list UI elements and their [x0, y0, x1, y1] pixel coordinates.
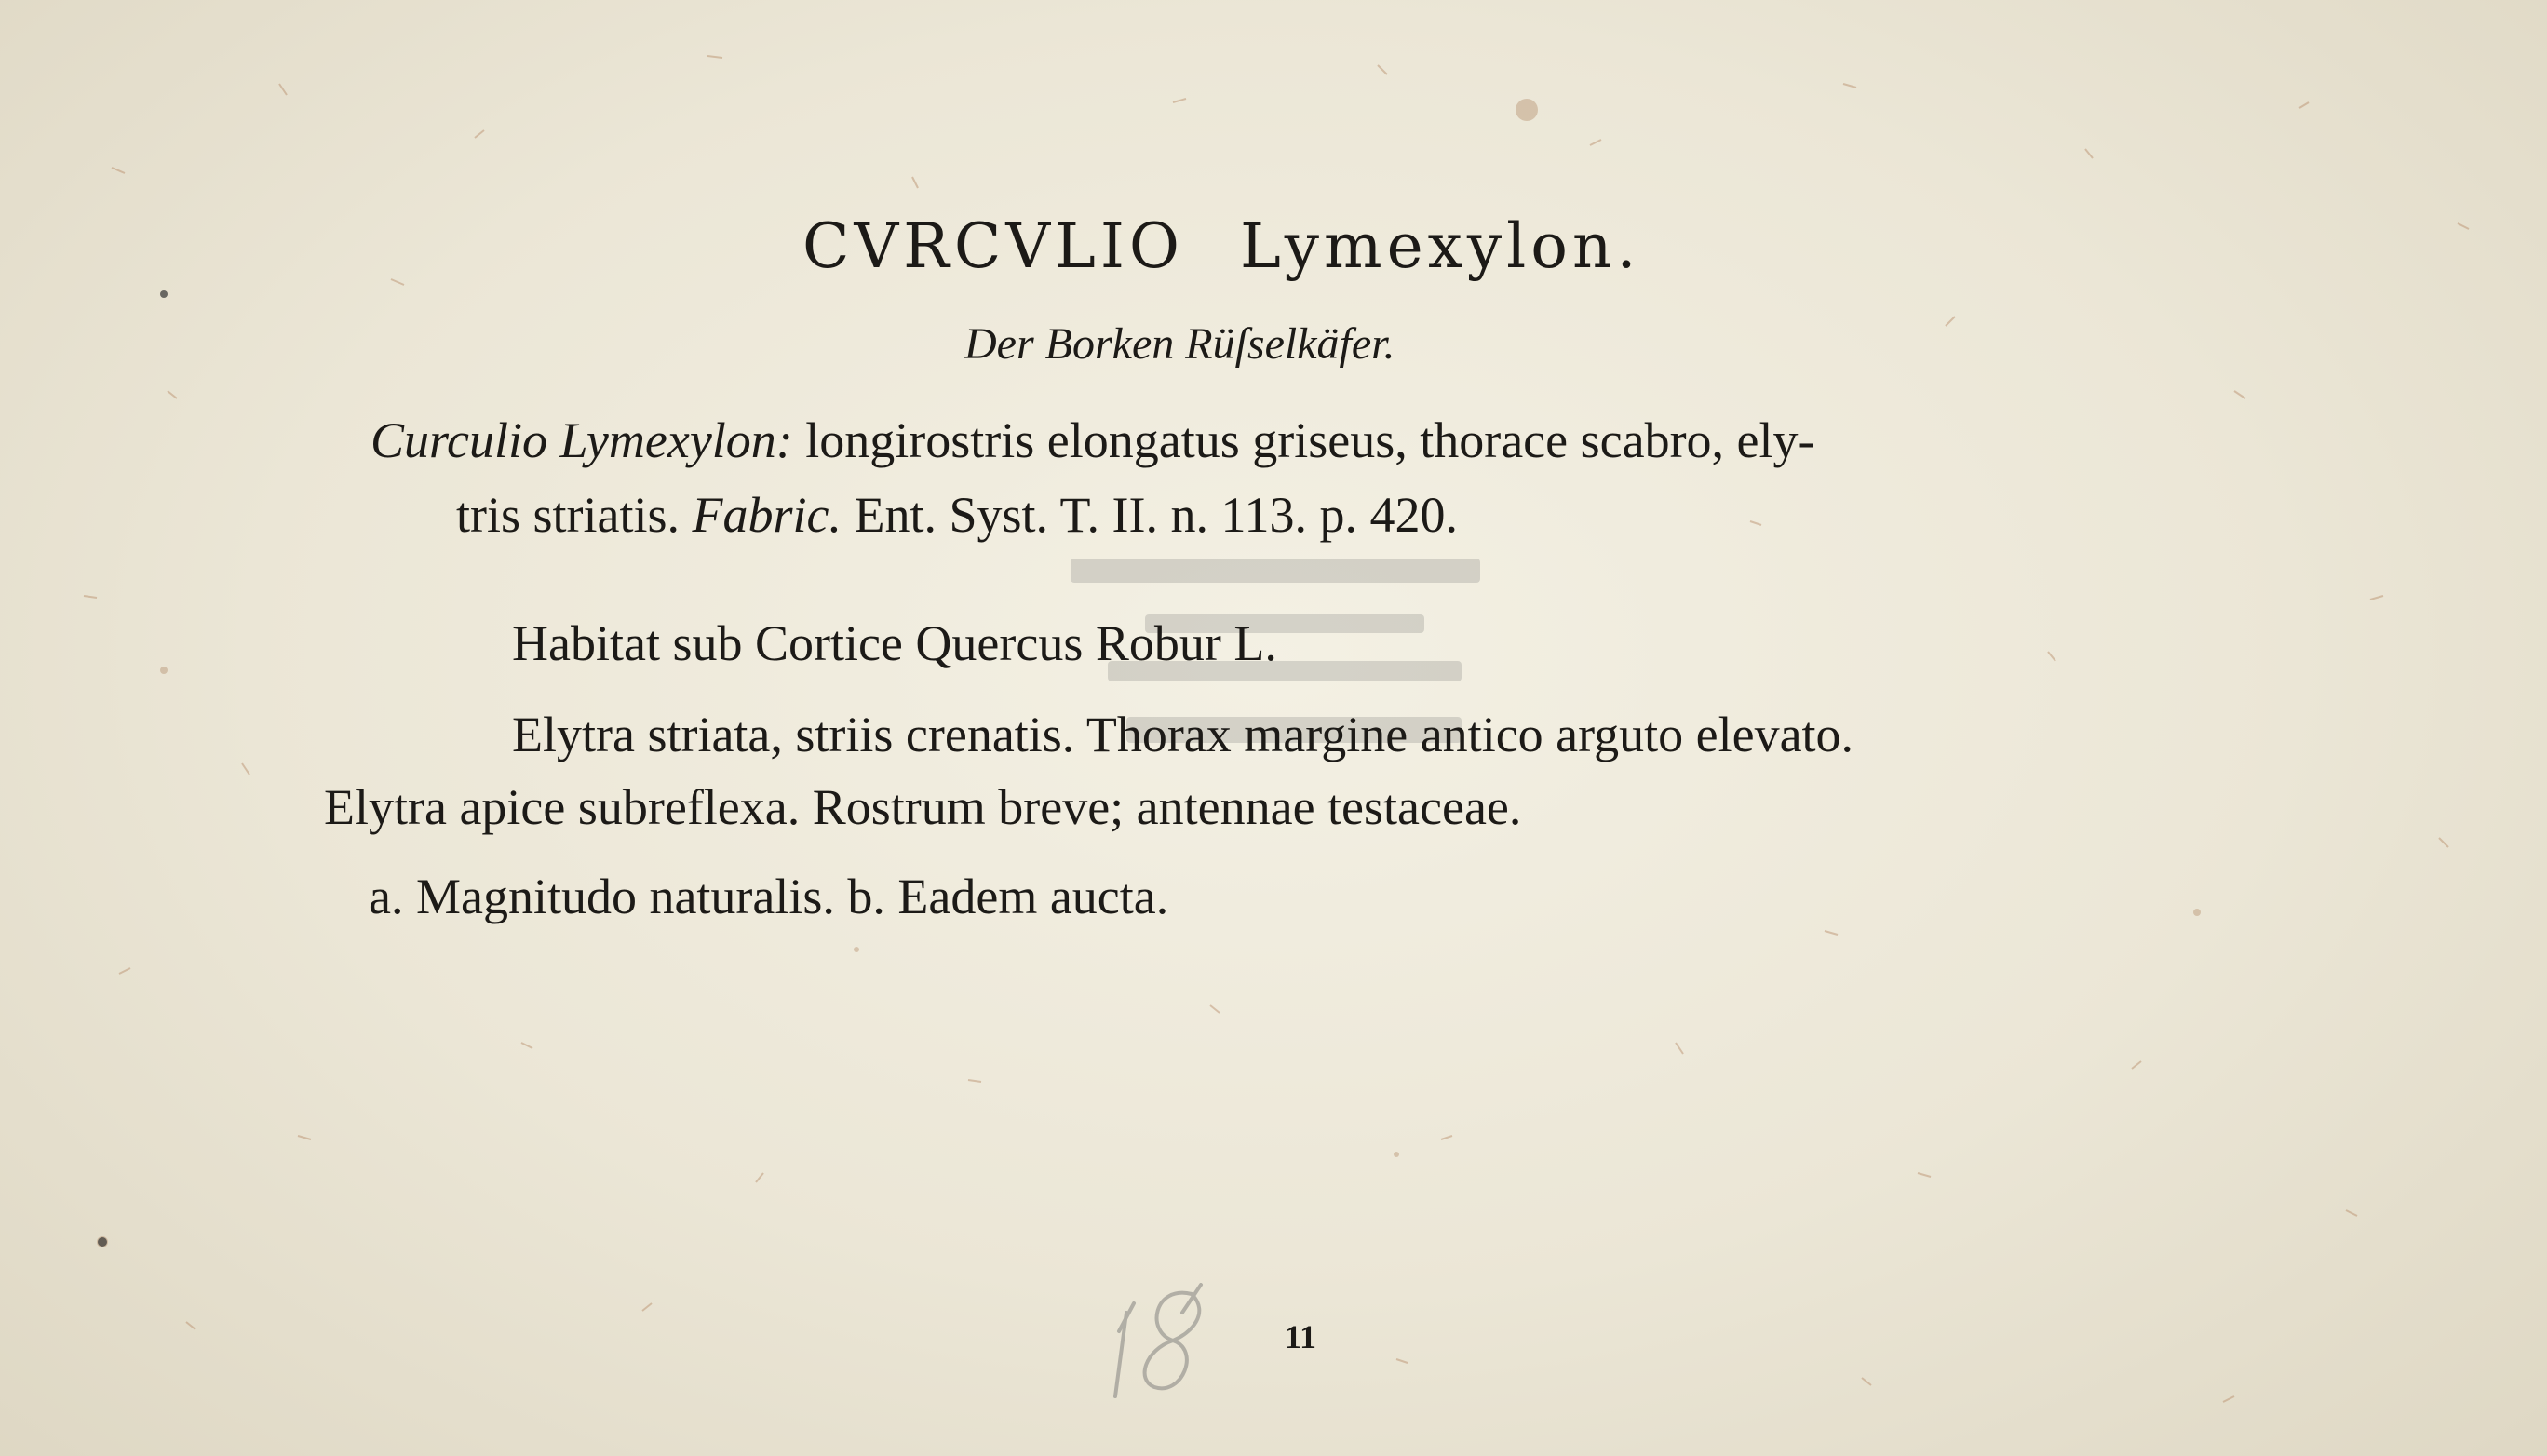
document-subtitle: Der Borken Rüſselkäfer. — [964, 319, 1395, 369]
title-genus: CVRCVLIO — [802, 210, 1185, 282]
description-line-1 — [371, 412, 1815, 468]
species-name-italic: Curculio Lymexylon: — [371, 412, 793, 468]
elytra-line-1: Elytra striata, striis crenatis. Thorax margine antico arguto elevato. — [512, 707, 1854, 762]
reference-text: Ent. Syst. T. II. n. 113. p. 420. — [841, 487, 1458, 543]
reference-author-italic: Fabric. — [692, 487, 842, 543]
description-continuation: tris striatis. — [456, 487, 693, 543]
document-title — [802, 210, 1641, 282]
habitat-line: Habitat sub Cortice Quercus Robur L. — [512, 615, 1277, 671]
title-species: Lymexylon. — [1240, 210, 1641, 282]
pencil-mark-icon — [1098, 1275, 1229, 1406]
description-line-2 — [456, 487, 1458, 543]
description-text: longirostris elongatus griseus, thorace scabro, ely- — [792, 412, 1815, 468]
figure-legend: a. Magnitudo naturalis. b. Eadem aucta. — [369, 869, 1169, 924]
page-number: 11 — [1285, 1318, 1317, 1355]
elytra-line-2: Elytra apice subreflexa. Rostrum breve; antennae testaceae. — [324, 779, 1522, 835]
